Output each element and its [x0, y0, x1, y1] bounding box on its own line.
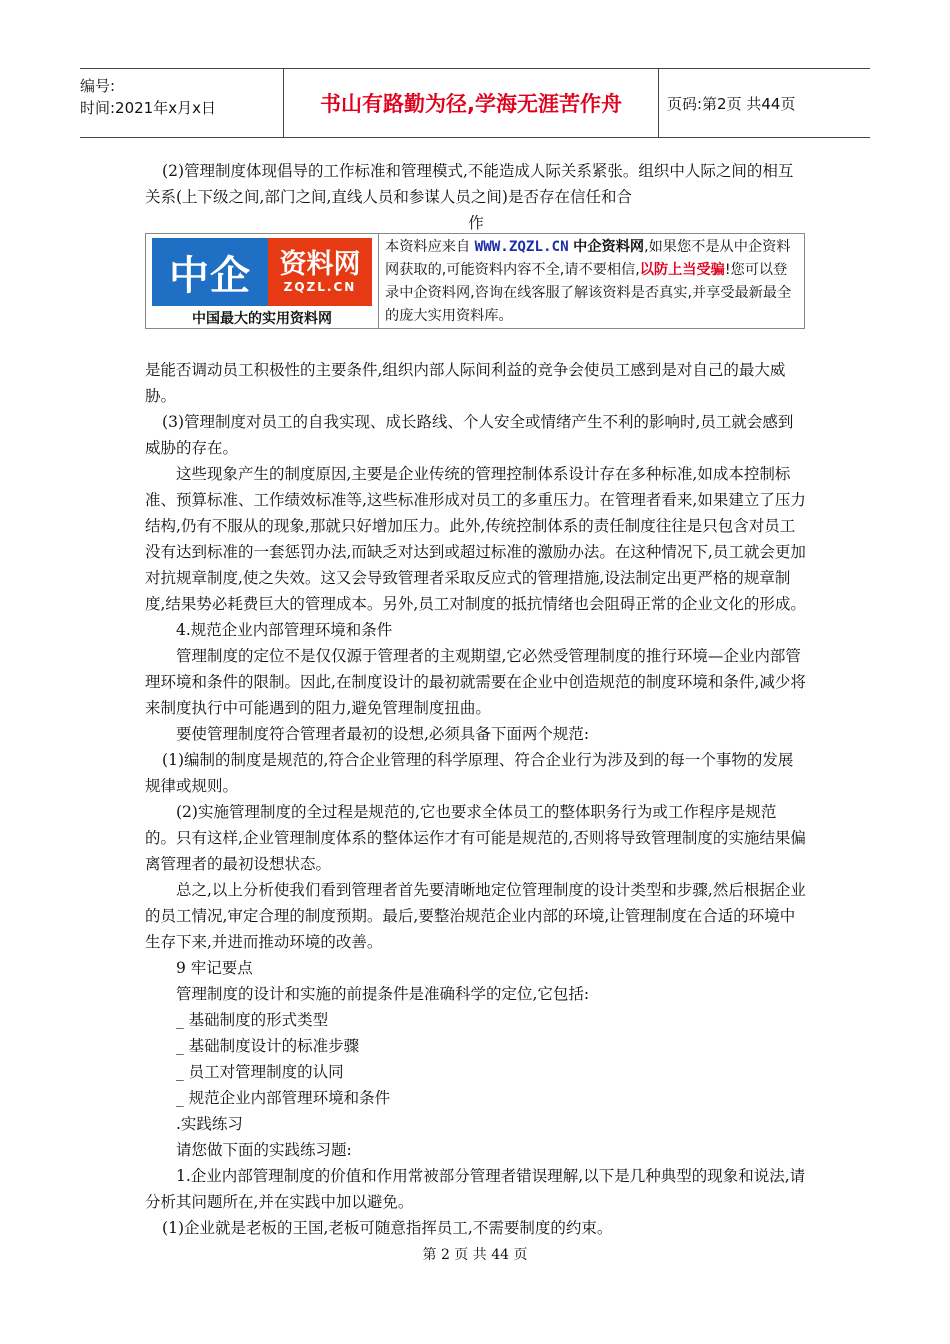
logo-text-right: 资料网: [279, 249, 361, 280]
body-paragraph: _ 基础制度设计的标准步骤: [176, 1037, 360, 1055]
body-paragraph: 9 牢记要点: [176, 959, 253, 977]
logo-domain: ZQZL.CN: [283, 280, 357, 294]
body-paragraph: _ 基础制度的形式类型: [176, 1011, 329, 1029]
header-motto: 书山有路勤为径,学海无涯苦作舟: [283, 69, 659, 137]
body-paragraph: 管理制度的定位不是仅仅源于管理者的主观期望,它必然受管理制度的推行环境—企业内部管理环境和条件的限制。因此,在制度设计的最初就需要在企业中创造规范的制度环境和条件,减少将来制度执行中可能遇到的阻力,避免管理制度扭曲。: [145, 647, 806, 717]
logo-badge: [268, 238, 372, 306]
paragraph: (2)管理制度体现倡导的工作标准和管理模式,不能造成人际关系紧张。组织中人际之间的相互关系(上下级之间,部门之间,直线人员和参谋人员之间)是否存在信任和合: [145, 162, 794, 206]
body-paragraph: (3)管理制度对员工的自我实现、成长路线、个人安全或情绪产生不利的影响时,员工就会感到威胁的存在。: [145, 413, 794, 457]
paragraph-continuation: 作: [468, 214, 484, 232]
body-content: [145, 357, 807, 1241]
banner-warning: 以防上当受骗: [639, 262, 725, 278]
body-paragraph: _ 规范企业内部管理环境和条件: [176, 1089, 391, 1107]
body-paragraph: 请您做下面的实践练习题:: [176, 1141, 352, 1159]
body-paragraph: .实践练习: [176, 1115, 243, 1133]
banner-text-1: 本资料应来自: [385, 239, 471, 255]
body-paragraph: 是能否调动员工积极性的主要条件,组织内部人际间利益的竞争会使员工感到是对自己的最大威胁。: [145, 361, 786, 405]
banner-logo-area: [146, 234, 379, 328]
source-banner: [145, 233, 805, 329]
banner-text-3: ,如果您不是从中企资料网获取的,可能资料内容不全,请不要相信,: [385, 239, 791, 278]
page-footer: 第 2 页 共 44 页: [422, 1247, 528, 1263]
banner-slogan: 中国最大的实用资料网: [192, 311, 332, 327]
body-paragraph: (2)实施管理制度的全过程是规范的,它也要求全体员工的整体职务行为或工作程序是规范的。只有这样,企业管理制度体系的整体运作才有可能是规范的,否则将导致管理制度的实施结果偏离管理者的最初设想状态。: [145, 803, 806, 873]
document-number-label: 编号:: [80, 77, 116, 95]
body-paragraph: 4.规范企业内部管理环境和条件: [176, 621, 393, 639]
header-page-label: 页码:第2页 共44页: [667, 94, 796, 113]
body-paragraph: (1)企业就是老板的王国,老板可随意指挥员工,不需要制度的约束。: [162, 1219, 613, 1237]
body-paragraph: 1.企业内部管理制度的价值和作用常被部分管理者错误理解,以下是几种典型的现象和说法,请分析其问题所在,并在实践中加以避免。: [145, 1167, 806, 1211]
body-paragraph: _ 员工对管理制度的认同: [176, 1063, 344, 1081]
body-paragraph: 这些现象产生的制度原因,主要是企业传统的管理控制体系设计存在多种标准,如成本控制标准、预算标准、工作绩效标准等,这些标准形成对员工的多重压力。在管理者看来,如果建立了压力结构,仍有不服从的现象,那就只好增加压力。此外,传统控制体系的责任制度往往是只包含对员工没有达到标准的一套惩罚办法,而缺乏对达到或超过标准的激励办法。在这种情况下,员工就会更加对抗规章制度,使之失效。这又会导致管理者采取反应式的管理措施,设法制定出更严格的规章制度,结果势必耗费巨大的管理成本。另外,员工对制度的抵抗情绪也会阻碍正常的企业文化的形成。: [145, 465, 806, 613]
top-paragraph: [145, 158, 807, 236]
body-paragraph: 总之,以上分析使我们看到管理者首先要清晰地定位管理制度的设计类型和步骤,然后根据企业的员工情况,审定合理的制度预期。最后,要整治规范企业内部的环境,让管理制度在合适的环境中生存下来,并进而推动环境的改善。: [145, 881, 806, 951]
document-time-label: 时间:2021年x月x日: [80, 99, 216, 117]
page-header: [80, 68, 870, 138]
banner-url-link[interactable]: WWW.ZQZL.CN: [474, 239, 569, 255]
header-meta: [80, 69, 283, 137]
banner-notice: [379, 234, 804, 328]
logo-text-left: 中企: [152, 238, 268, 306]
body-paragraph: 要使管理制度符合管理者最初的设想,必须具备下面两个规范:: [176, 725, 590, 743]
zqzl-logo: [152, 238, 372, 306]
banner-site-name: 中企资料网: [573, 239, 645, 255]
banner-text-4: !您可以登录中企资料网,咨询在线客服了解该资料是否真实,并享受最新最全的庞大实用资料库。: [385, 262, 792, 324]
body-paragraph: 管理制度的设计和实施的前提条件是准确科学的定位,它包括:: [176, 985, 590, 1003]
body-paragraph: (1)编制的制度是规范的,符合企业管理的科学原理、符合企业行为涉及到的每一个事物的发展规律或规则。: [145, 751, 794, 795]
